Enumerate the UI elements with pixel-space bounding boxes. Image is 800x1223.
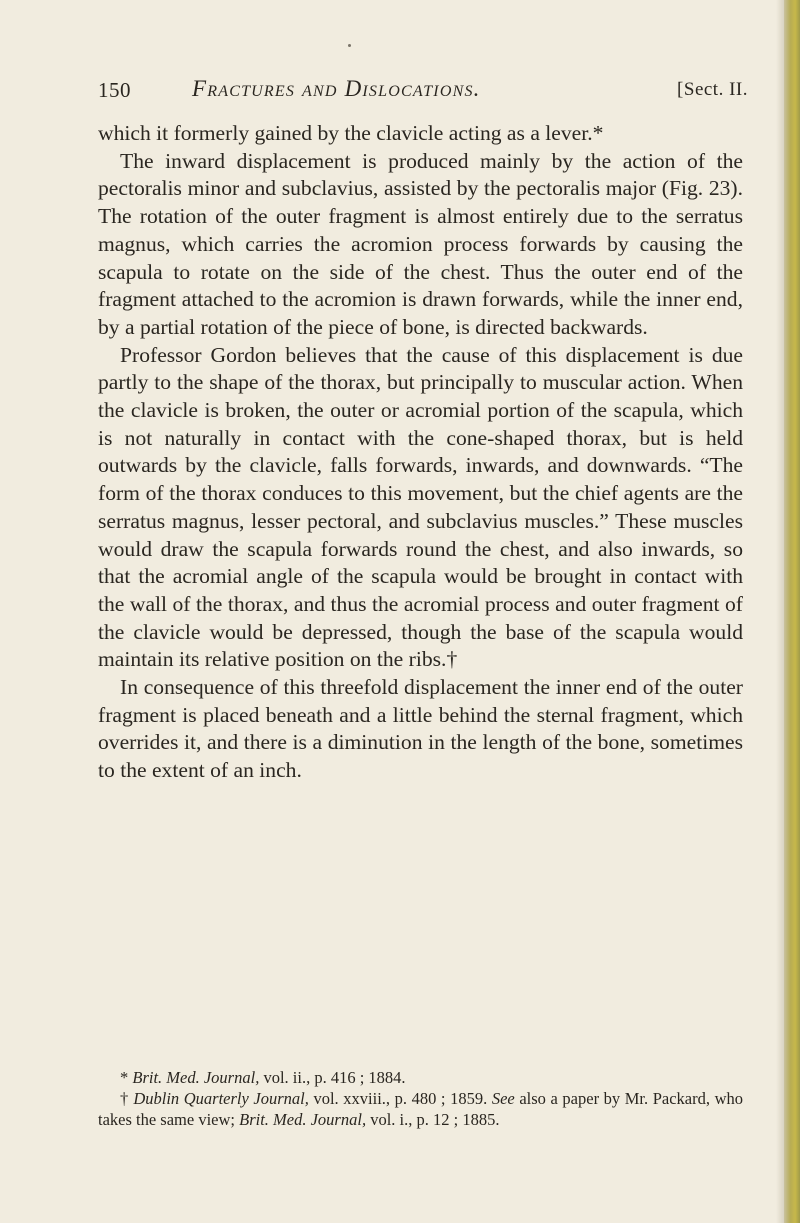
page-header <box>98 78 748 108</box>
footnote-1-journal: Brit. Med. Journal, <box>132 1068 260 1087</box>
footnote-1 <box>98 1067 743 1088</box>
paragraph-professor-gordon: Professor Gordon believes that the cause of this displacement is due partly to the shape of the thorax, but principally to muscular action. When the clavicle is broken, the outer or acromial portion of the scapula, which is not naturally in contact with the cone-shaped thorax, but is held outwards by the clavicle, falls forwards, inwards, and downwards. “The form of the thorax conduces to this movement, but the chief agents are the serratus magnus, lesser pectoral, and subclavius muscles.” These muscles would draw the scapula forwards round the chest, and also inwards, so that the acromial angle of the scapula would be brought in contact with the wall of the thorax, and thus the acromial process and outer fragment of the clavicle would be depressed, though the base of the scapula would maintain its relative position on the ribs.† <box>98 342 743 672</box>
footnote-2-journal-2: Brit. Med. Journal, <box>239 1110 367 1129</box>
footnote-2-mark: † <box>120 1089 129 1108</box>
paragraph-inward-displacement: The inward displacement is produced mainly by the action of the pectoralis minor and subclavius, assisted by the pectoralis major (Fig. 23). The rotation of the outer fragment is almost entirely due to the serratus magnus, which carries the acromion process forwards by causing the scapula to rotate on the side of the chest. Thus the outer end of the fragment attached to the acromion is drawn forwards, while the inner end, by a partial rotation of the piece of bone, is directed backwards. <box>98 148 743 339</box>
running-title: Fractures and Dislocations. <box>192 76 481 101</box>
section-marker: [Sect. II. <box>677 79 748 100</box>
page-number: 150 <box>98 78 131 102</box>
footnote-2 <box>98 1088 743 1130</box>
footnote-2-citation-2: vol. i., p. 12 ; 1885. <box>366 1110 500 1129</box>
footnote-2-see: See <box>491 1089 515 1108</box>
footnote-1-mark: * <box>120 1068 129 1087</box>
footnote-2-also: also a paper by Mr. Packard, who takes the same view; <box>98 1089 743 1129</box>
printing-speck <box>348 44 351 47</box>
paragraph-continuation: which it formerly gained by the clavicle acting as a lever.* <box>98 121 604 145</box>
body-text <box>98 120 743 785</box>
footnotes <box>98 1067 743 1130</box>
footnote-1-citation: vol. ii., p. 416 ; 1884. <box>259 1068 406 1087</box>
footnote-2-citation: vol. xxviii., p. 480 ; 1859. <box>308 1089 492 1108</box>
page-edge <box>784 0 800 1223</box>
page-gutter-shadow <box>776 0 784 1223</box>
paragraph-threefold-displacement: In consequence of this threefold displacement the inner end of the outer fragment is placed beneath and a little behind the sternal fragment, which overrides it, and there is a diminution in the length of the bone, sometimes to the extent of an inch. <box>98 675 743 783</box>
footnote-2-journal: Dublin Quarterly Journal, <box>133 1089 309 1108</box>
